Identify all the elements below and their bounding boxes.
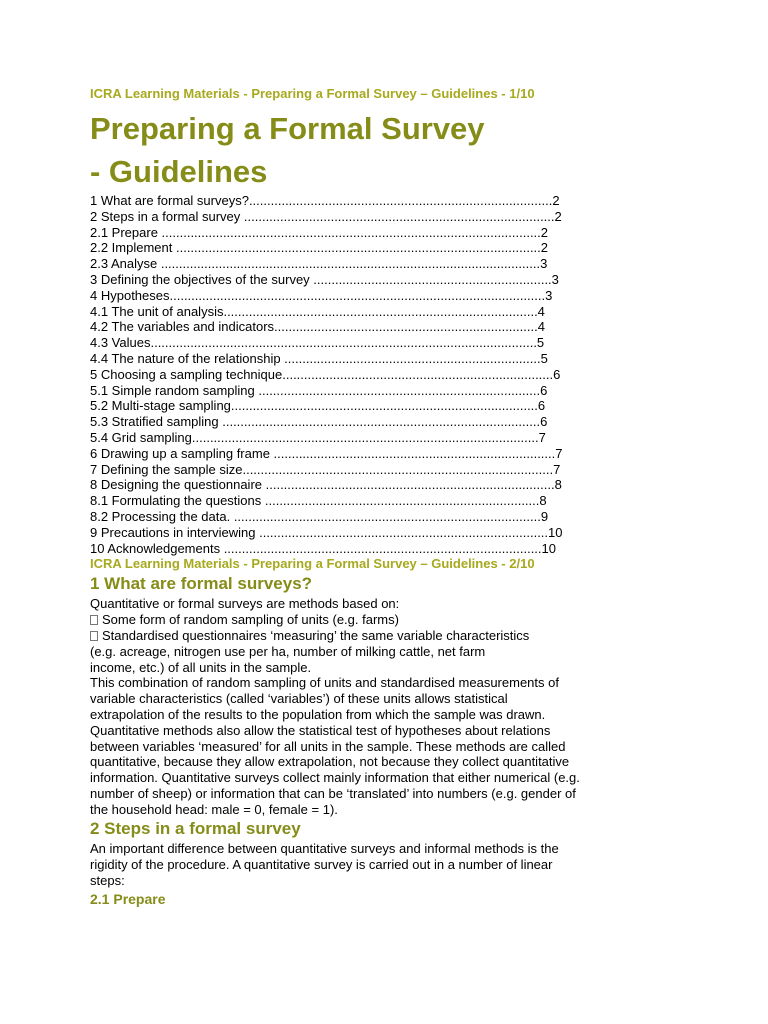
toc-entry[interactable]: 2 Steps in a formal survey ......................................................................................2 <box>90 208 562 224</box>
bullet-box-icon <box>90 615 98 625</box>
document-title <box>90 107 730 193</box>
toc-entry[interactable]: 6 Drawing up a sampling frame ..............................................................................7 <box>90 445 563 461</box>
bullet-item <box>90 612 730 628</box>
toc-entry[interactable]: 8.1 Formulating the questions ............................................................................8 <box>90 493 547 509</box>
toc-entry[interactable]: 1 What are formal surveys?....................................................................................2 <box>90 193 560 208</box>
section-1-line: Quantitative methods also allow the statistical test of hypotheses about relations <box>90 722 551 738</box>
section-2-1-heading: 2.1 Prepare <box>90 890 166 907</box>
section-1-line: the household head: male = 0, female = 1). <box>90 801 338 817</box>
section-1-line: information. Quantitative surveys collect mainly information that either numerical (e.g. <box>90 770 580 786</box>
toc-entry[interactable]: 7 Defining the sample size......................................................................................7 <box>90 461 561 477</box>
toc-entry[interactable]: 8.2 Processing the data. .....................................................................................9 <box>90 508 549 524</box>
toc-entry[interactable]: 3 Defining the objectives of the survey ..................................................................3 <box>90 271 559 287</box>
title-line-1: Preparing a Formal Survey <box>90 111 485 146</box>
section-1-line: variable characteristics (called ‘variables’) of these units allows statistical <box>90 691 508 707</box>
toc-entry[interactable]: 4.4 The nature of the relationship .......................................................................5 <box>90 350 548 366</box>
bullet-text: Standardised questionnaires ‘measuring’ the same variable characteristics <box>102 627 530 643</box>
toc-entry[interactable]: 4.2 The variables and indicators.........................................................................4 <box>90 319 545 335</box>
toc-entry[interactable]: 2.3 Analyse .........................................................................................................3 <box>90 256 548 272</box>
title-line-2: - Guidelines <box>90 154 268 189</box>
section-1-line: extrapolation of the results to the population from which the sample was drawn. <box>90 706 546 722</box>
toc-entry[interactable]: 2.2 Implement .....................................................................................................2 <box>90 240 549 256</box>
toc-entry[interactable]: 10 Acknowledgements ........................................................................................10 <box>90 540 556 556</box>
section-1-line: number of sheep) or information that can be ‘translated’ into numbers (e.g. gender of <box>90 785 576 801</box>
bullet-item <box>90 628 730 644</box>
toc-entry[interactable]: 5.2 Multi-stage sampling.....................................................................................6 <box>90 398 546 414</box>
bullet-box-icon <box>90 631 98 641</box>
toc-entry[interactable]: 8 Designing the questionnaire ................................................................................8 <box>90 477 562 493</box>
toc-entry[interactable]: 5.3 Stratified sampling ........................................................................................6 <box>90 414 548 430</box>
toc-entry[interactable]: 5.1 Simple random sampling ..............................................................................6 <box>90 382 548 398</box>
toc-entry[interactable]: 4 Hypotheses........................................................................................................3 <box>90 287 553 303</box>
section-1-line: quantitative, because they allow extrapolation, not because they collect quantitative <box>90 754 570 770</box>
section-1-line: income, etc.) of all units in the sample. <box>90 659 312 675</box>
toc-entry[interactable]: 4.3 Values...........................................................................................................5 <box>90 335 545 351</box>
toc-entry[interactable]: 9 Precautions in interviewing ................................................................................10 <box>90 524 563 540</box>
section-2-line: steps: <box>90 873 125 889</box>
section-1-line: between variables ‘measured’ for all units in the sample. These methods are called <box>90 738 566 754</box>
toc-entry[interactable]: 5.4 Grid sampling................................................................................................7 <box>90 429 546 445</box>
toc-entry[interactable]: 2.1 Prepare .........................................................................................................2 <box>90 224 549 240</box>
page-header-1: ICRA Learning Materials - Preparing a Formal Survey – Guidelines - 1/10 <box>90 86 535 101</box>
table-of-contents <box>90 193 730 556</box>
document-page <box>90 86 730 908</box>
section-1-line: (e.g. acreage, nitrogen use per ha, number of milking cattle, net farm <box>90 643 486 659</box>
section-2-line: An important difference between quantitative surveys and informal methods is the <box>90 841 559 857</box>
bullet-text: Some form of random sampling of units (e.g. farms) <box>102 612 399 628</box>
toc-entry[interactable]: 5 Choosing a sampling technique...........................................................................6 <box>90 366 561 382</box>
toc-entry[interactable]: 4.1 The unit of analysis.......................................................................................4 <box>90 303 545 319</box>
section-2-line: rigidity of the procedure. A quantitative survey is carried out in a number of linear <box>90 857 553 873</box>
section-1-heading: 1 What are formal surveys? <box>90 574 313 594</box>
page-header-2: ICRA Learning Materials - Preparing a Formal Survey – Guidelines - 2/10 <box>90 556 535 572</box>
section-1-line: This combination of random sampling of units and standardised measurements of <box>90 675 559 691</box>
section-2-heading: 2 Steps in a formal survey <box>90 819 301 839</box>
section-1-line: Quantitative or formal surveys are methods based on: <box>90 596 400 612</box>
